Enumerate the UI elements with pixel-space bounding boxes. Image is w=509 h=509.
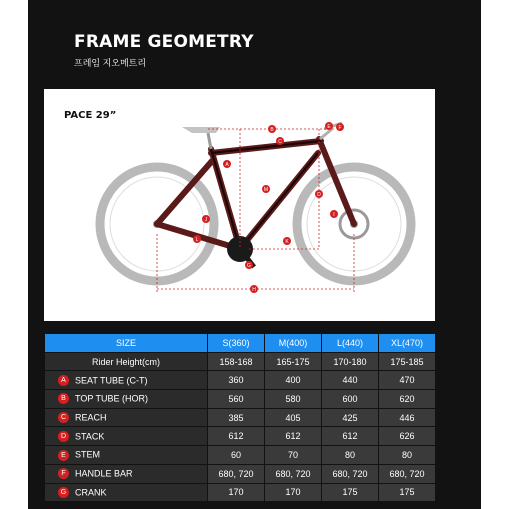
cell: 620 <box>379 390 436 409</box>
table-row-rider-height <box>45 352 436 371</box>
page-title: FRAME GEOMETRY <box>74 32 254 52</box>
bike-diagram-panel <box>44 89 435 321</box>
cell: 600 <box>322 390 379 409</box>
cell: 560 <box>208 390 265 409</box>
svg-text:L: L <box>195 237 199 243</box>
cell: 680, 720 <box>208 464 265 483</box>
svg-text:I: I <box>333 212 335 218</box>
table-row <box>45 446 436 465</box>
cell: 440 <box>322 371 379 390</box>
svg-text:J: J <box>204 217 208 223</box>
table-header-row <box>45 334 436 353</box>
header-s: S(360) <box>208 334 265 353</box>
badge-icon: E <box>58 450 69 461</box>
cell: 70 <box>265 446 322 465</box>
row-label: REACH <box>75 412 107 423</box>
cell: 175-185 <box>379 352 436 371</box>
header-xl: XL(470) <box>379 334 436 353</box>
cell: 612 <box>265 427 322 446</box>
saddle <box>182 127 220 133</box>
row-label: HANDLE BAR <box>75 468 133 479</box>
cell: 612 <box>208 427 265 446</box>
cell: 680, 720 <box>265 464 322 483</box>
header-m: M(400) <box>265 334 322 353</box>
header-size: SIZE <box>45 334 208 353</box>
geometry-table <box>44 333 436 502</box>
row-label: Rider Height(cm) <box>45 352 208 371</box>
badge-icon: B <box>58 393 69 404</box>
cell: 612 <box>322 427 379 446</box>
cell: 175 <box>322 483 379 502</box>
cell: 158-168 <box>208 352 265 371</box>
badge-icon: F <box>58 468 69 479</box>
badge-icon: D <box>58 431 69 442</box>
svg-text:B: B <box>270 127 274 133</box>
cell: 165-175 <box>265 352 322 371</box>
cell: 60 <box>208 446 265 465</box>
table-row <box>45 390 436 409</box>
cell: 175 <box>379 483 436 502</box>
cell: 425 <box>322 408 379 427</box>
svg-text:K: K <box>285 239 289 245</box>
row-label: STEM <box>75 450 101 461</box>
table-row <box>45 408 436 427</box>
svg-text:M: M <box>263 187 269 193</box>
cell: 446 <box>379 408 436 427</box>
table-row <box>45 483 436 502</box>
cell: 470 <box>379 371 436 390</box>
table-row <box>45 427 436 446</box>
table-row <box>45 371 436 390</box>
cell: 360 <box>208 371 265 390</box>
frame <box>157 139 354 249</box>
cell: 680, 720 <box>379 464 436 483</box>
badge-icon: C <box>58 412 69 423</box>
badge-icon: G <box>58 487 69 498</box>
cell: 385 <box>208 408 265 427</box>
header-l: L(440) <box>322 334 379 353</box>
cell: 626 <box>379 427 436 446</box>
cell: 170 <box>208 483 265 502</box>
svg-text:G: G <box>247 263 251 269</box>
row-label: STACK <box>75 431 105 442</box>
svg-text:E: E <box>327 124 331 130</box>
svg-text:H: H <box>252 287 256 293</box>
cell: 170-180 <box>322 352 379 371</box>
cell: 680, 720 <box>322 464 379 483</box>
cell: 170 <box>265 483 322 502</box>
bike-diagram <box>44 89 435 321</box>
row-label: SEAT TUBE (C-T) <box>75 375 148 386</box>
model-label: PACE 29” <box>64 110 117 121</box>
svg-text:F: F <box>338 125 342 131</box>
row-label: TOP TUBE (HOR) <box>75 393 149 404</box>
svg-text:A: A <box>225 162 229 168</box>
badge-icon: A <box>58 375 69 386</box>
cell: 580 <box>265 390 322 409</box>
cell: 80 <box>379 446 436 465</box>
cell: 80 <box>322 446 379 465</box>
cell: 400 <box>265 371 322 390</box>
page-subtitle: 프레임 지오메트리 <box>74 58 147 68</box>
row-label: CRANK <box>75 487 107 498</box>
svg-text:C: C <box>278 139 282 145</box>
svg-text:D: D <box>317 192 321 198</box>
cell: 405 <box>265 408 322 427</box>
table-row <box>45 464 436 483</box>
